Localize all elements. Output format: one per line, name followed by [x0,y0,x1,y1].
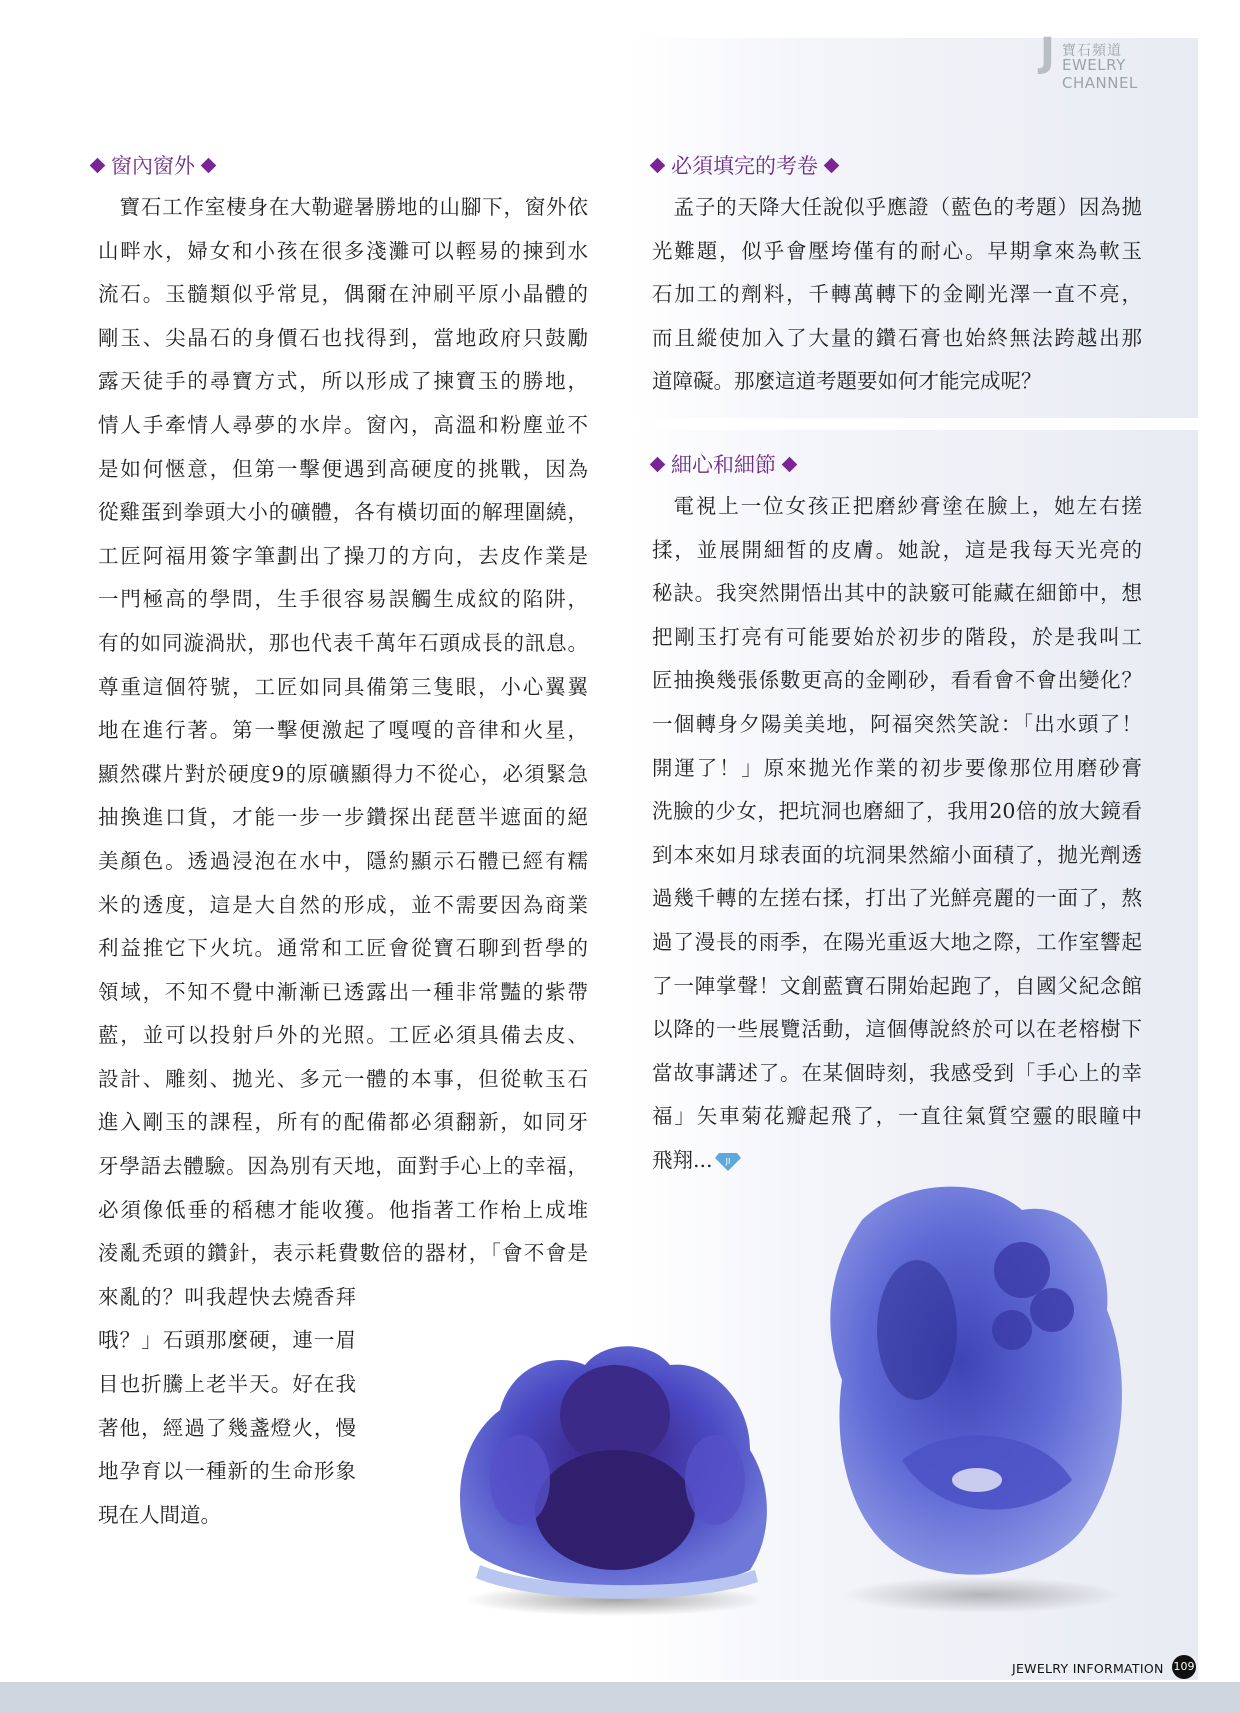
carved-sapphire-buddha-image [440,1320,790,1620]
text-line: 道障礙。那麼這道考題要如何才能完成呢？ [652,369,1042,394]
text-line: 寶石工作室棲身在大勒避暑勝地的山腳下，窗外依 [119,195,588,219]
text-line: 飛翔... JI [652,1139,1142,1183]
text-line: 領域，不知不覺中漸漸已透露出一種非常豔的紫帶 [98,979,588,1004]
right-top-article-body [652,186,1142,404]
text-line: 流石。玉髓類似乎常見，偶爾在沖刷平原小晶體的 [98,282,588,307]
text-line: 進入剛玉的課程，所有的配備都必須翻新，如同牙 [98,1110,588,1135]
text-line: 把剛玉打亮有可能要始於初步的階段，於是我叫工 [652,624,1142,649]
text-line: 牙學語去體驗。因為別有天地，面對手心上的幸福， [98,1154,588,1179]
text-line: 地在進行著。第一擊便激起了嘎嘎的音律和火星， [98,718,588,743]
text-line: 光難題，似乎會壓垮僅有的耐心。早期拿來為軟玉 [652,238,1142,263]
channel-logo [1040,30,1200,92]
text-line: 過幾千轉的左搓右揉，打出了光鮮亮麗的一面了，熬 [652,886,1142,911]
text-line: 工匠阿福用簽字筆劃出了操刀的方向，去皮作業是 [98,543,588,568]
channel-name-en: EWELRY CHANNEL [1062,56,1138,92]
section-heading-left-text: 窗內窗外 [111,154,195,178]
text-line: 當故事講述了。在某個時刻，我感受到「手心上的幸 [652,1060,1142,1085]
page-number: 109 [1172,1655,1196,1679]
text-line: 洗臉的少女，把坑洞也磨細了，我用20倍的放大鏡看 [652,799,1142,824]
text-line: 以降的一些展覽活動，這個傳說終於可以在老榕樹下 [652,1017,1142,1042]
text-line: 美顏色。透過浸泡在水中，隱約顯示石體已經有糯 [98,848,588,873]
text-line: 有的如同漩渦狀，那也代表千萬年石頭成長的訊息。 [98,630,588,655]
section-heading-left [92,150,214,180]
footer-magazine-name: JEWELRY INFORMATION [1012,1661,1164,1676]
gem-end-mark-text: JI [725,1157,730,1167]
text-line: 了一陣掌聲！文創藍寶石開始起跑了，自國父紀念館 [652,973,1142,998]
text-line: 剛玉、尖晶石的身價石也找得到，當地政府只鼓勵 [98,325,588,350]
text-line: 一個轉身夕陽美美地，阿福突然笑說：「出水頭了！ [652,711,1142,736]
text-line: 匠抽換幾張係數更高的金剛砂，看看會不會出變化？ [652,668,1142,693]
text-line: 情人手牽情人尋夢的水岸。窗內，高溫和粉塵並不 [98,412,588,437]
section-heading-right-top-text: 必須填完的考卷 [671,154,818,178]
text-line: 藍，並可以投射戶外的光照。工匠必須具備去皮、 [98,1023,588,1048]
text-line: 秘訣。我突然開悟出其中的訣竅可能藏在細節中，想 [652,581,1142,606]
text-line: 孟子的天降大任說似乎應證（藍色的考題）因為拋 [673,195,1142,219]
text-line: 來亂的？叫我趕快去燒香拜 [98,1284,356,1309]
diamond-bullet-icon [90,157,106,173]
text-line: 到本來如月球表面的坑洞果然縮小面積了，拋光劑透 [652,842,1142,867]
gem-end-mark-icon [715,1151,741,1171]
bottom-band [0,1682,1240,1713]
text-line: 哦？」石頭那麼硬，連一眉 [98,1328,356,1353]
text-line: 開運了！」原來拋光作業的初步要像那位用磨砂膏 [652,755,1142,780]
text-line: 露天徒手的尋寶方式，所以形成了揀寶玉的勝地， [98,369,588,394]
text-line: 利益推它下火坑。通常和工匠會從寶石聊到哲學的 [98,936,588,961]
panel-divider [630,418,1198,430]
diamond-bullet-icon [650,456,666,472]
text-line: 著他，經過了幾盞燈火，慢 [98,1415,356,1440]
text-line: 米的透度，這是大自然的形成，並不需要因為商業 [98,892,588,917]
text-line: 從雞蛋到拳頭大小的礦體，各有橫切面的解理圍繞， [98,500,588,525]
text-line: 地孕育以一種新的生命形象 [98,1459,356,1484]
text-line: 福」矢車菊花瓣起飛了，一直往氣質空靈的眼瞳中 [652,1104,1142,1129]
diamond-bullet-icon [824,157,840,173]
section-heading-right-bottom [652,449,795,479]
text-line: 必須像低垂的稻穗才能收獲。他指著工作枱上成堆 [98,1197,588,1222]
text-line: 過了漫長的雨季，在陽光重返大地之際，工作室響起 [652,929,1142,954]
text-line: 尊重這個符號，工匠如同具備第三隻眼，小心翼翼 [98,674,588,699]
text-line: 設計、雕刻、拋光、多元一體的本事，但從軟玉石 [98,1066,588,1091]
text-line: 顯然碟片對於硬度9的原礦顯得力不從心，必須緊急 [98,761,588,786]
carved-sapphire-flower-pendant-image [812,1180,1142,1620]
text-line: 而且縱使加入了大量的鑽石膏也始終無法跨越出那 [652,325,1142,350]
section-heading-right-top [652,150,837,180]
diamond-bullet-icon [782,456,798,472]
text-line: 揉，並展開細皙的皮膚。她說，這是我每天光亮的 [652,537,1142,562]
text-line: 目也折騰上老半天。好在我 [98,1372,356,1397]
right-bottom-article-body [652,485,1142,1183]
text-line: 山畔水，婦女和小孩在很多淺灘可以輕易的揀到水 [98,238,588,263]
channel-logo-j: J [1040,30,1055,76]
text-line: 現在人間道。 [98,1502,221,1527]
text-line: 抽換進口貨，才能一步一步鑽探出琵琶半遮面的絕 [98,805,588,830]
channel-name-cn: 寶石頻道 [1062,43,1122,59]
diamond-bullet-icon [650,157,666,173]
diamond-bullet-icon [201,157,217,173]
section-heading-right-bottom-text: 細心和細節 [671,453,776,477]
text-line: 石加工的劑料，千轉萬轉下的金剛光澤一直不亮， [652,282,1142,307]
text-line: 一門極高的學問，生手很容易誤觸生成紋的陷阱， [98,587,588,612]
text-line: 是如何愜意，但第一擊便遇到高硬度的挑戰，因為 [98,456,588,481]
text-line: 淩亂禿頭的鑽針，表示耗費數倍的器材，「會不會是 [98,1241,588,1266]
text-line: 電視上一位女孩正把磨紗膏塗在臉上，她左右搓 [673,494,1142,518]
